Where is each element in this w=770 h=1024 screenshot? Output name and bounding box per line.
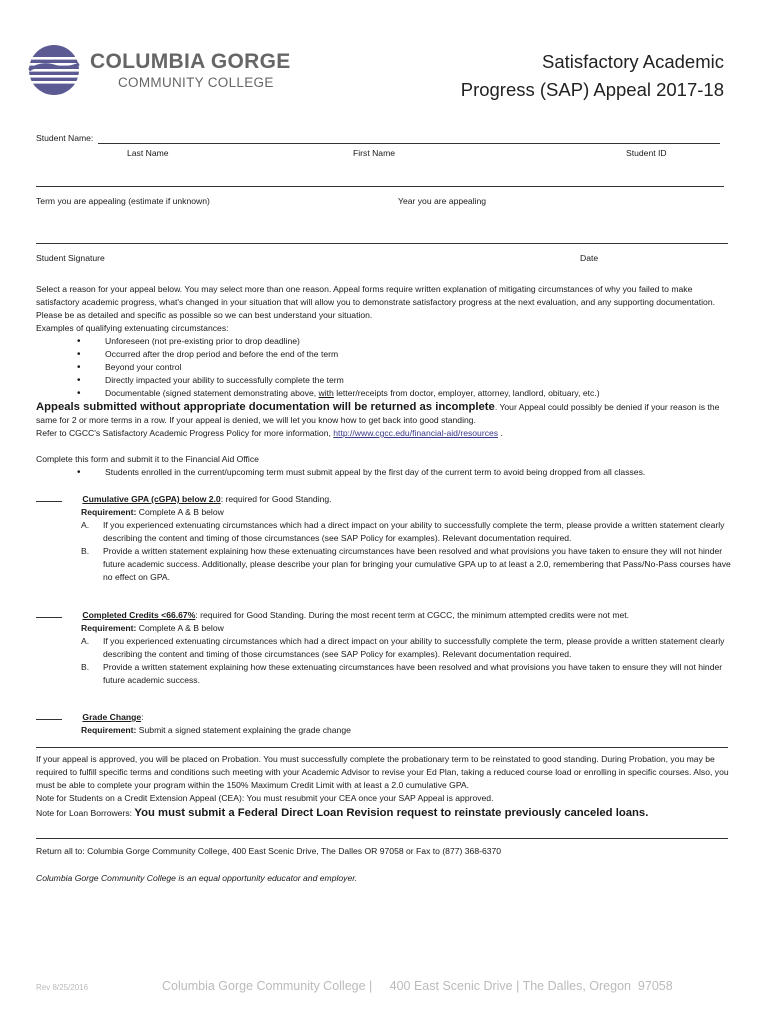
option-checkbox-line[interactable] xyxy=(36,710,62,720)
divider xyxy=(36,838,728,839)
warning-bold: Appeals submitted without appropriate documentation will be returned as incomplete xyxy=(36,401,495,413)
requirement-label: Requirement: xyxy=(81,623,137,633)
instructions xyxy=(36,283,736,479)
eeo-statement: Columbia Gorge Community College is an equal opportunity educator and employer. xyxy=(36,873,358,883)
item-letter: A. xyxy=(81,520,90,530)
list-item: • Unforeseen (not pre-existing prior to drop deadline) xyxy=(77,335,736,348)
college-name-line2: COMMUNITY COLLEGE xyxy=(118,75,274,90)
student-id-label: Student ID xyxy=(626,148,667,158)
probation-text: If your appeal is approved, you will be placed on Probation. You must successfully complete the probationary term to be reinstated to good standing. During Probation, you may be required to fulfill specific terms and conditions such meeting with your Academic Advisor to revise your Ed Plan, taking a reduced course load or enrolling in specific courses. Also, you must be able to complete your program within the 150% Maximum Credit Limit with at least a 2.0 cumulative GPA. xyxy=(36,754,729,790)
examples-list xyxy=(77,335,736,400)
item-text: If you experienced extenuating circumstances which had a direct impact on your ability to successfully complete the term, please provide a written statement clearly describing the content and timing of those circumstances (see SAP Policy for examples). Relevant documentation required. xyxy=(103,520,725,543)
documentable-post: letter/receipts from doctor, employer, attorney, landlord, obituary, etc.) xyxy=(333,388,600,398)
requirement-text: Complete A & B below xyxy=(136,623,224,633)
item-letter: A. xyxy=(81,636,90,646)
title-line2: Progress (SAP) Appeal 2017-18 xyxy=(460,79,724,100)
intro-text: Select a reason for your appeal below. You may select more than one reason. Appeal forms require written explanation of mitigating circumstances of why you failed to make satisfactory academic progress, what's changed in your situation that will allow you to demonstrate satisfactory progress at the next evaluation, and any supporting documentation. Please be as detailed and specific as possible so we can best understand your situation. xyxy=(36,284,716,320)
documentable-pre: Documentable (signed statement demonstrating above, xyxy=(105,388,319,398)
option-title: Cumulative GPA (cGPA) below 2.0 xyxy=(82,494,221,504)
option-item xyxy=(81,635,736,661)
probation-section xyxy=(36,753,736,820)
college-logo xyxy=(28,44,308,100)
term-line[interactable] xyxy=(36,186,724,187)
submit-list xyxy=(77,466,736,479)
option-title: Completed Credits <66.67% xyxy=(82,610,196,620)
revision-date: Rev 8/25/2016 xyxy=(36,983,89,992)
item-text: Provide a written statement explaining how these extenuating circumstances have been resolved and what provisions you have taken to ensure they will not hinder future academic success. Additionally, please describe your plan for bringing your cumulative GPA up to at least a 2.0, remembering that Pass/No-Pass courses have no effect on GPA. xyxy=(103,546,731,582)
date-label: Date xyxy=(580,253,599,263)
list-item: • Directly impacted your ability to successfully complete the term xyxy=(77,374,736,387)
policy-text xyxy=(36,427,736,440)
college-seal-icon xyxy=(28,44,80,96)
return-address: Return all to: Columbia Gorge Community College, 400 East Scenic Drive, The Dalles OR 97058 or Fax to (877) 368-6370 xyxy=(36,846,502,856)
option-item xyxy=(81,661,736,687)
term-label: Term you are appealing (estimate if unknown) xyxy=(36,196,210,206)
year-label: Year you are appealing xyxy=(398,196,487,206)
policy-label: Refer to CGCC's Satisfactory Academic Progress Policy for more information, xyxy=(36,428,334,438)
requirement-label: Requirement: xyxy=(81,725,137,735)
examples-label: Examples of qualifying extenuating circumstances: xyxy=(36,323,229,333)
list-item xyxy=(77,387,736,400)
submit-text: Complete this form and submit it to the Financial Aid Office xyxy=(36,454,259,464)
option-item xyxy=(81,545,736,584)
item-letter: B. xyxy=(81,662,90,672)
college-name-line1: COLUMBIA GORGE xyxy=(90,50,291,73)
requirement-text: Complete A & B below xyxy=(136,507,224,517)
last-name-label: Last Name xyxy=(127,148,169,158)
option-title-rest: : required for Good Standing. xyxy=(220,494,332,504)
option-title: Grade Change xyxy=(82,712,142,722)
policy-link[interactable]: http://www.cgcc.edu/financial-aid/resources xyxy=(333,428,499,438)
item-letter: B. xyxy=(81,546,90,556)
title-line1: Satisfactory Academic xyxy=(542,51,724,72)
item-text: If you experienced extenuating circumstances which had a direct impact on your ability to successfully complete the term, please provide a written statement clearly describing the content and timing of those circumstances (see SAP Policy for examples). Relevant documentation required. xyxy=(103,636,725,659)
list-item: • Beyond your control xyxy=(77,361,736,374)
option-checkbox-line[interactable] xyxy=(36,492,62,502)
warning-text xyxy=(36,401,736,427)
divider xyxy=(36,747,728,748)
list-item: • Students enrolled in the current/upcoming term must submit appeal by the first day of the current term to avoid being dropped from all classes. xyxy=(77,466,736,479)
student-name-label: Student Name: xyxy=(36,133,94,143)
student-name-line[interactable] xyxy=(98,143,720,144)
list-item: • Occurred after the drop period and before the end of the term xyxy=(77,348,736,361)
first-name-label: First Name xyxy=(353,148,396,158)
warning-rest: . Your Appeal could possibly be denied if your reason is the same for 2 or more terms in a row. If your appeal is denied, we will let you know how to get back into good standing. xyxy=(36,402,720,425)
option-checkbox-line[interactable] xyxy=(36,608,62,618)
option-cgpa xyxy=(36,492,736,584)
loan-note xyxy=(36,807,736,820)
signature-line[interactable] xyxy=(36,243,728,244)
policy-end: . xyxy=(498,428,503,438)
loan-bold: You must submit a Federal Direct Loan Revision request to reinstate previously canceled loans. xyxy=(134,807,649,819)
cea-note: Note for Students on a Credit Extension Appeal (CEA): You must resubmit your CEA once your SAP Appeal is approved. xyxy=(36,793,494,803)
loan-label: Note for Loan Borrowers: xyxy=(36,808,135,818)
requirement-label: Requirement: xyxy=(81,507,137,517)
option-item xyxy=(81,519,736,545)
page-title xyxy=(461,48,724,104)
documentable-with: with xyxy=(318,388,334,398)
option-credits xyxy=(36,608,736,687)
option-title-rest: : required for Good Standing. During the most recent term at CGCC, the minimum attempted credits were not met. xyxy=(195,610,630,620)
signature-label: Student Signature xyxy=(36,253,105,263)
requirement-text: Submit a signed statement explaining the grade change xyxy=(136,725,351,735)
option-title-rest: : xyxy=(141,712,144,722)
item-text: Provide a written statement explaining how these extenuating circumstances have been resolved and what provisions you have taken to ensure they will not hinder future academic success. xyxy=(103,662,723,685)
option-grade-change xyxy=(36,710,736,737)
footer-address: Columbia Gorge Community College | 400 East Scenic Drive | The Dalles, Oregon 97058 xyxy=(162,979,673,993)
